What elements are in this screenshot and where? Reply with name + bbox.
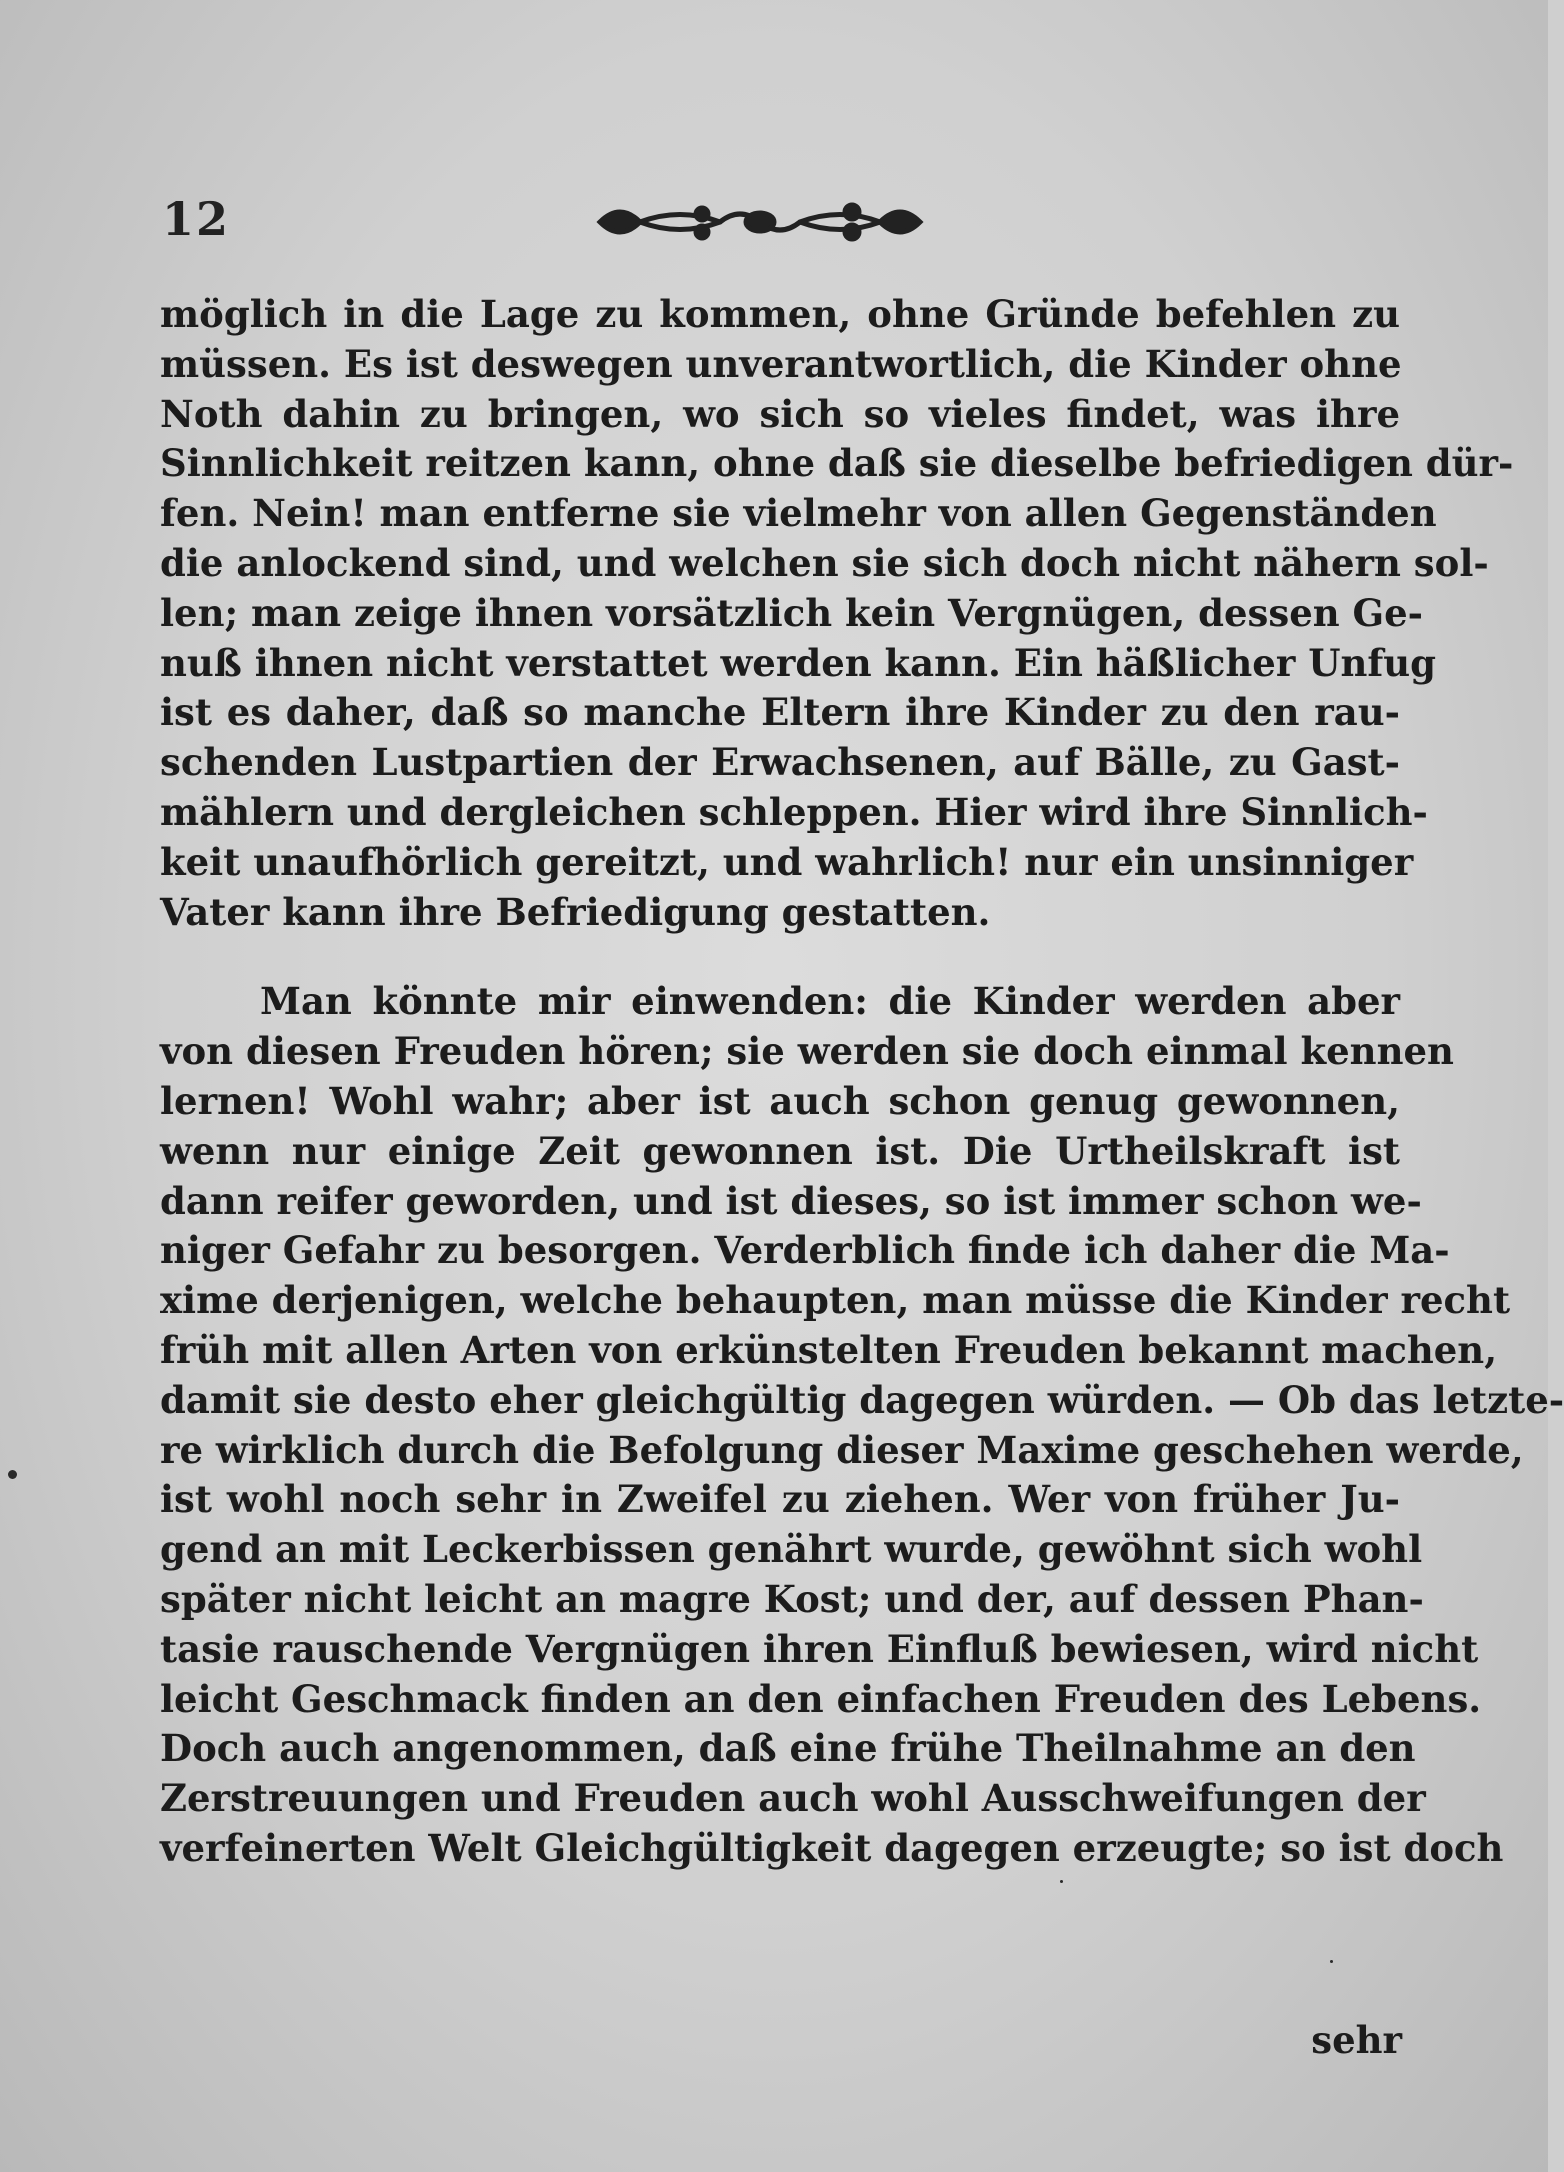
text-line: von diesen Freuden hören; sie werden sie doch einmal kennen (160, 1029, 1454, 1074)
text-line: ist es daher, daß so manche Eltern ihre Kinder zu den rau- (160, 690, 1400, 735)
text-line: wenn nur einige Zeit gewonnen ist. Die Urtheilskraft ist (160, 1128, 1400, 1173)
text-line: mählern und dergleichen schleppen. Hier wird ihre Sinnlich- (160, 789, 1428, 834)
text-line: niger Gefahr zu besorgen. Verderblich finde ich daher die Ma- (160, 1228, 1450, 1273)
text-line: tasie rauschende Vergnügen ihren Einfluß bewiesen, wird nicht (160, 1626, 1479, 1671)
paragraph-1 (160, 290, 1514, 937)
text-line: Noth dahin zu bringen, wo sich so vieles findet, was ihre (160, 391, 1400, 436)
text-line: früh mit allen Arten von erkünstelten Freuden bekannt machen, (160, 1327, 1498, 1372)
text-line: möglich in die Lage zu kommen, ohne Gründe befehlen zu (160, 292, 1400, 336)
text-line: xime derjenigen, welche behaupten, man müsse die Kinder recht (160, 1278, 1511, 1323)
text-line: schenden Lustpartien der Erwachsenen, auf Bälle, zu Gast- (160, 740, 1400, 785)
paper-speck (1060, 1880, 1063, 1883)
text-line: Zerstreuungen und Freuden auch wohl Ausschweifungen der (160, 1776, 1426, 1821)
text-line: nuß ihnen nicht verstattet werden kann. Ein häßlicher Unfug (160, 640, 1437, 685)
floral-ornament-icon (590, 192, 930, 252)
catchword: sehr (1311, 2018, 1402, 2062)
text-line: fen. Nein! man entferne sie vielmehr von allen Gegenständen (160, 491, 1437, 536)
text-line: später nicht leicht an magre Kost; und der, auf dessen Phan- (160, 1576, 1424, 1621)
text-line: müssen. Es ist deswegen unverantwortlich, die Kinder ohne (160, 341, 1402, 386)
text-line: Man könnte mir einwenden: die Kinder werden aber (260, 979, 1400, 1024)
text-line: dann reifer geworden, und ist dieses, so ist immer schon we- (160, 1178, 1422, 1223)
body-text (160, 290, 1564, 1874)
paragraph-2 (160, 977, 1564, 1873)
text-line: re wirklich durch die Befolgung dieser Maxime geschehen werde, (160, 1427, 1524, 1472)
text-line: ist wohl noch sehr in Zweifel zu ziehen. Wer von früher Ju- (160, 1477, 1400, 1522)
text-line: leicht Geschmack finden an den einfachen Freuden des Lebens. (160, 1676, 1482, 1721)
text-line: len; man zeige ihnen vorsätzlich kein Vergnügen, dessen Ge- (160, 590, 1424, 635)
text-line: damit sie desto eher gleichgültig dagegen würden. — Ob das letzte- (160, 1377, 1564, 1422)
paper-speck (8, 1470, 17, 1479)
text-line: verfeinerten Welt Gleichgültigkeit dagegen erzeugte; so ist doch (160, 1825, 1504, 1870)
paper-speck (1330, 1960, 1333, 1963)
text-line: lernen! Wohl wahr; aber ist auch schon genug gewonnen, (160, 1078, 1400, 1123)
text-line: Sinnlichkeit reitzen kann, ohne daß sie dieselbe befriedigen dür- (160, 441, 1514, 486)
text-line: Vater kann ihre Befriedigung gestatten. (160, 889, 991, 934)
text-line: die anlockend sind, und welchen sie sich doch nicht nähern sol- (160, 540, 1489, 585)
text-line: keit unaufhörlich gereitzt, und wahrlich! nur ein unsinniger (160, 839, 1414, 884)
page-number: 12 (162, 192, 231, 246)
text-line: Doch auch angenommen, daß eine frühe Theilnahme an den (160, 1726, 1416, 1771)
text-line: gend an mit Leckerbissen genährt wurde, gewöhnt sich wohl (160, 1527, 1423, 1572)
